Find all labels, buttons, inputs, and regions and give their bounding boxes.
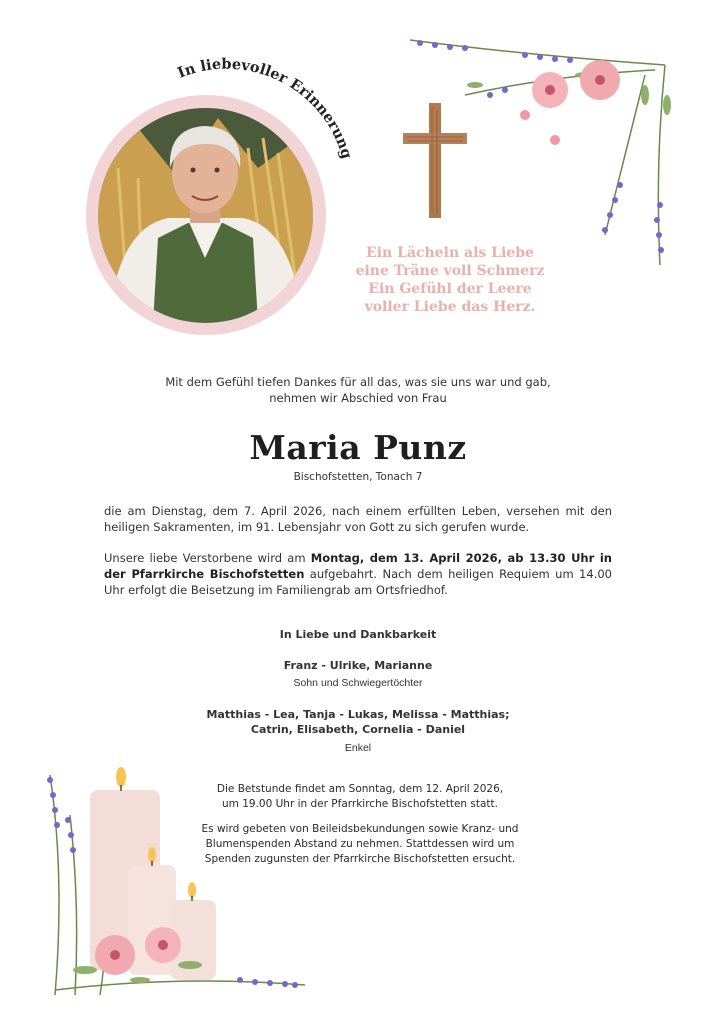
death-notice-paragraph: die am Dienstag, dem 7. April 2026, nach einem erfüllten Leben, versehen mit den heiligen Sakramenten, im 91. Lebensjahr von Gott zu sich gerufen wurde. [104, 504, 612, 534]
prayer-line2: um 19.00 Uhr in der Pfarrkirche Bischofstetten statt. [222, 798, 498, 810]
mourners-group2-relation: Enkel [344, 742, 372, 754]
funeral-text-part2: aufgebahrt. Nach dem heiligen Requiem um 14.00 Uhr erfolgt die Beisetzung im Familiengrab am Ortsfriedhof. [104, 567, 612, 597]
mourners-heading: In Liebe und Dankbarkeit [279, 628, 437, 641]
mourners-group2-names-line2: Catrin, Elisabeth, Cornelia - Daniel [250, 723, 466, 736]
poem [330, 244, 570, 316]
funeral-text-part1: Unsere liebe Verstorbene wird am [104, 551, 311, 565]
donation-line2: Blumenspenden Abstand zu nehmen. Stattdessen wird um [205, 838, 515, 850]
poem-line: eine Träne voll Schmerz [355, 263, 545, 279]
donation-line1: Es wird gebeten von Beileidsbekundungen sowie Kranz- und [201, 823, 519, 835]
poem-line: Ein Lächeln als Liebe [366, 245, 534, 261]
deceased-name: Maria Punz [249, 428, 467, 467]
floral-decoration-top [405, 35, 675, 270]
intro-text [0, 374, 716, 406]
intro-line2: nehmen wir Abschied von Frau [269, 391, 447, 405]
poem-line: voller Liebe das Herz. [364, 299, 536, 315]
funeral-date-bold: Montag, dem 13. April 2026, ab 13.30 Uhr in der Pfarrkirche Bischofstetten [104, 551, 612, 581]
candles-decoration [40, 755, 315, 1005]
poem-line: Ein Gefühl der Leere [368, 281, 532, 297]
intro-line1: Mit dem Gefühl tiefen Dankes für all das, was sie uns war und gab, [165, 375, 551, 389]
deceased-address: Bischofstetten, Tonach 7 [293, 471, 423, 483]
prayer-line1: Die Betstunde findet am Sonntag, dem 12. April 2026, [216, 783, 504, 795]
arc-title-text: In liebevoller Erinnerung [175, 55, 356, 161]
portrait-photo [98, 108, 313, 323]
mourners-group2-names-line1: Matthias - Lea, Tanja - Lukas, Melissa - Matthias; [206, 708, 510, 721]
mourners-group1-relation: Sohn und Schwiegertöchter [293, 677, 423, 689]
donation-line3: Spenden zugunsten der Pfarrkirche Bischofstetten ersucht. [204, 853, 516, 865]
mourners-group1-names: Franz - Ulrike, Marianne [283, 659, 433, 672]
funeral-paragraph [104, 550, 612, 598]
